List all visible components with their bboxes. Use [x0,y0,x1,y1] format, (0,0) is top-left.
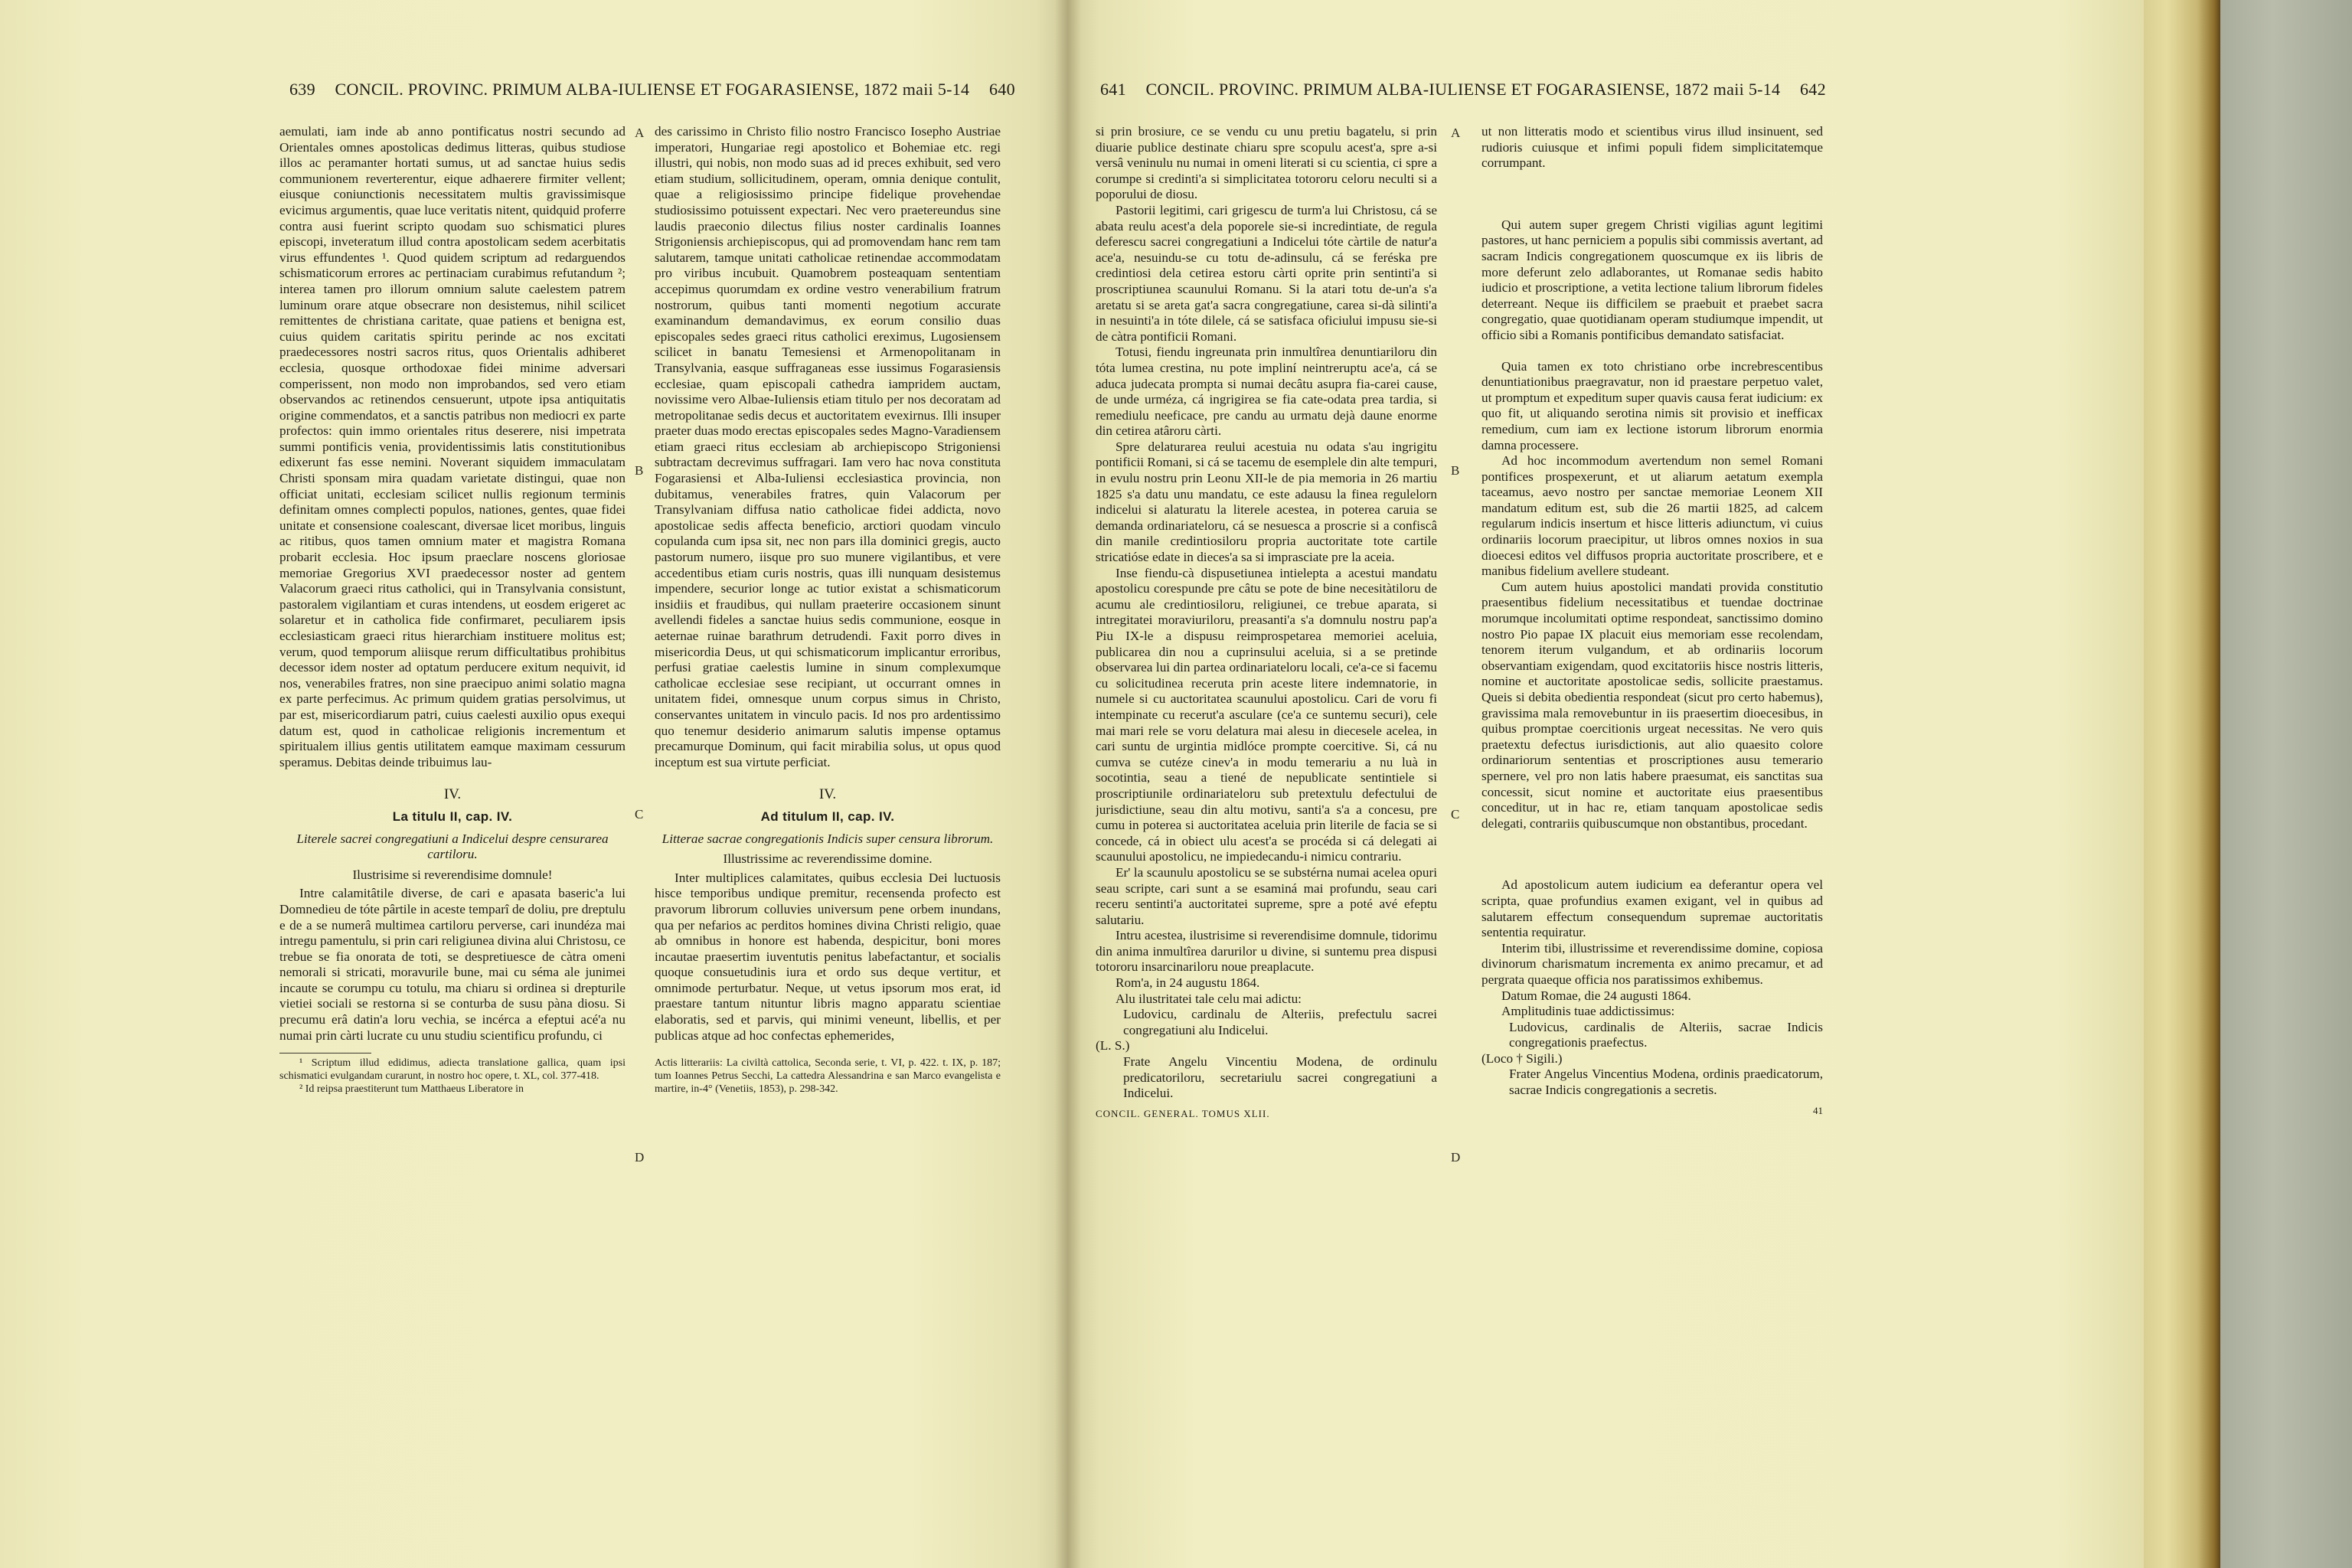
left-column-2 [655,124,1001,1533]
body-paragraph: Qui autem super gregem Christi vigilias agunt legitimi pastores, ut hanc perniciem a populis sibi commissis avertant, ad sacram Indicis congregationem quoscumque ex iis libris de more deferunt zelo adlaborantes, ut Romanae sedis habito iudicio et proscriptione, a vetita lectione talium librorum fideles deterreant. Neque iis difficilem se praebuit et praebet sacra congregatio, quae quotidianam operam studiumque impendit, ut officio sibi a Romanis pontificibus demandato satisfaciat. [1481,217,1823,342]
margin-letter: C [1451,807,1460,822]
body-paragraph: Intre calamitâtile diverse, de cari e apasata baseric'a lui Domnedieu de tóte pârtile in aceste temparî de doliu, pre dreptulu e de a se numerâ multimea cartiloru perverse, cari inundéza mai intregu pamentulu, si prin cari religiunea divina alui Christosu, ce trebue se fia onorata de toti, se despretiuesce de càtra omeni nemorali si stricati, moravurile bune, mai cu séma ale junimei incaute se corumpu cu totulu, ma chiaru si ordinea si drepturile vietiei sociali se restorna si se conturba de susu pàna diosu. Si precumu erâ datin'a loru vechia, se incérca a efeptui acé'a nu numai prin càrti lucrate cu unu studiu scientificu profundu, ci [279,886,626,1043]
margin-letter: B [635,463,644,478]
dateline: Datum Romae, die 24 augusti 1864. [1501,988,1691,1003]
body-paragraph: si prin brosiure, ce se vendu cu unu pretiu bagatelu, si prin diuarie publice destinate chiaru spre scopulu acest'a, spre a-si versâ veninulu nu numai in omeni literati si cu scientia, ci spre a corumpe si credinti'a si simplicitatea totororu celoru neculti si a poporului de diosu. [1096,124,1437,202]
body-paragraph: Ad apostolicum autem iudicium ea deferantur opera vel scripta, quae profundius examen exigant, vel in quibus ad salutarem effectum consequendum supremae auctoritatis sententia requiratur. [1481,877,1823,940]
margin-letter: A [1451,126,1461,140]
book-gutter-shadow [1055,0,1081,1568]
footnote: ¹ Scriptum illud edidimus, adiecta translatione gallica, quam ipsi schismatici evulgandam curarunt, in nostro hoc opere, t. XL, col. 377-418. [279,1057,626,1083]
salutation: Illustrissime ac reverendissime domine. [723,851,933,867]
body-paragraph: Quia tamen ex toto christiano orbe increbrescentibus denuntiationibus praegravatur, non id praestare perpetuo valet, ut promptum et expeditum super quavis causa ferat iudicium: ex quo fit, ut aliquando serotina nimis sit provisio et inefficax remedium, cum iam ex lectione istorum librorum enormia damna processere. [1481,358,1823,452]
signer: Frate Angelu Vincentiu Modena, de ordinulu predicatoriloru, secretariulu sacrei congregatiuni a Indicelui. [1123,1054,1437,1101]
section-subtitle: Literele sacrei congregatiuni a Indicelui despre censurarea cartiloru. [296,831,609,862]
section-heading: La titulu II, cap. IV. [392,808,513,824]
signer: Ludovicus, cardinalis de Alteriis, sacrae Indicis congregationis praefectus. [1509,1019,1823,1050]
page-number-640: 640 [988,80,1015,99]
footnote: Actis litterariis: La civiltà cattolica, Seconda serie, t. VI, p. 422. t. IX, p. 187; tum Ioannes Petrus Secchi, La cattedra Alessandrina e san Marco evangelista e martire, in-4° (Venetiis, 1853), p. 298-342. [655,1057,1001,1096]
body-paragraph: Totusi, fiendu ingreunata prin inmultîrea denuntiariloru din tóta lumea crestina, nu pote impliní neintreruptu ace'a, cá se aduca judecata prompta si numai decâtu asupra fia-carei cause, de unde urméza, cá ingrigirea se fia cate-odata prea tardia, si remediulu neeficace, pre candu au urmatu dejà daune enorme din cetirea atâroru càrti. [1096,345,1437,439]
body-paragraph: Spre delaturarea reului acestuia nu odata s'au ingrigitu pontificii Romani, si cá se tacemu de esemplele din alte tempuri, in evulu nostru prin Leonu XII-le de pia memoria in 26 martiu 1825 s'a datu unu mandatu, ce este adausu la finea regulelorn indicelui si alaturatu la literele acestea, in poterea caruia se demanda ordinariateloru, cá se nesuesca a proscrie si a confiscâ din manile credintiosiloru propria auctoritate tote cartile stricatióse edate in dieces'a sa si imprasciate pre la aceia. [1096,439,1437,565]
body-paragraph: des carissimo in Christo filio nostro Francisco Iosepho Austriae imperatori, Hungariae regi apostolico et Bohemiae etc. regi illustri, qui nobis, non modo suas ad id preces exhibuit, sed vero etiam studium, sollicitudinem, operam, omnia denique contulit, quae a religiosissimo principe fidelique provehendae studiosissimo potuissent expectari. Nec vero praetereundus sine laudis praeconio dilectus filius noster cardinalis Ioannes Strigoniensis archiepiscopus, qui ad promovendam hanc rem tam salutarem, tamque unitati catholicae retinendae accommodatam pro viribus incubuit. Quamobrem posteaquam sententiam accepimus quorumdam ex ordine vestro venerabilium fratrum nostrorum, quibus tanti momenti negotium accurate examinandum demandavimus, ex eorum consilio duas episcopales sedes graeci ritus catholici ereximus, Lugosiensem scilicet in banatu Temesiensi et Armenopolitanam in Transylvania, easque suffraganeas esse iussimus Fogarasiensis ecclesiae, quam episcopali cathedra iampridem auctam, novissime vero Albae-Iuliensis etiam titulo per nos decoratam ad metropolitanae sedis decus et auctoritatem evexirnus. Illi insuper praeter duas modo erectas episcopales sedes Magno-Varadiensem etiam graeci ritus ecclesiam ab archiepiscopo Strigoniensi subtractam decrevimus suffragari. Iam vero hac nova constituta Fogarasiensi et Alba-Iuliensi ecclesiastica provincia, non dubitamus, venerabiles fratres, quin Valacorum per Transylvaniam diffusa natio catholicae fidei addicta, novo apostolicae sedis affecta beneficio, arctiori quodam vinculo copulanda cum ipsa sit, nec non pars illa dominici gregis, aucto pastorum numero, iisque pro suo munere vigilantibus, et vere accedentibus etiam curis nostris, quas illi nunquam desistemus impendere, securior longe ac tutior existat a schismaticorum insidiis et fraudibus, qui nullam praeterire occasionem sinunt avellendi fideles a sanctae huius sedis communione, eosque in aeternae ruinae barathrum detrudendi. Faxit porro dives in misericordia Deus, ut qui schismaticorum implicantur erroribus, perfusi gratiae caelestis lumine in sinum complexumque catholicae ecclesiae sese recipiant, ut occurrant omnes in unitatem fidei, omnesque unum corpus simus in Christo, conservantes unitatem in vinculo pacis. Id nos pro ardentissimo quo tenemur desiderio animarum salutis impense optamus precamurque Dominum, qui facit mirabilia solus, ut opus quod inceptum est sua virtute perficiat. [655,124,1001,769]
right-column-2 [1481,124,1823,1525]
margin-letter: D [1451,1150,1461,1165]
background-surface [2220,0,2352,1568]
margin-letter: C [635,807,644,822]
section-number: IV. [818,786,837,803]
left-running-head [289,80,1015,101]
body-paragraph: Cum autem huius apostolici mandati provida constitutio praesentibus fidelium necessitatibus et tuendae doctrinae morumque incolumitati optime respondeat, sanctissimo domino nostro Pio papae IX placuit eius memoriam esse recolendam, tenorem iterum vulgandum, et ab ordinariis locorum observantiam exigendam, quod excitatoriis hisce nostris litteris, nomine et auctoritate apostolicae sedis, sollicite praestamus. Queis si debita obedientia respondeat (sicut pro certo habemus), gravissima mala removebuntur in iis praesertim dioecesibus, in quibus promptae coercitionis urgeat necessitas. Ne vero quis praetextu defectus iurisdictionis, aut alio quaesito colore ordinariorum sententias et proscriptiones ausu temerario spernere, vel pro non latis habere praesumat, eis sanctitas sua concessit, sicut nomine et auctoritate eius praesentibus conceditur, ut in hac re, etiam tanquam apostolicae sedis delegati, contrariis quibuscumque non obstantibus, procedant. [1481,579,1823,831]
body-paragraph: Pastorii legitimi, cari grigescu de turm'a lui Christosu, cá se abata reulu acest'a dela poporele sie-si incredintiate, de regula deferescu sacrei congregatiuni a Indicelui tóte càrtile de natur'a ace'a, nesuindu-se cu totu de-adinsulu, cá se feréska pre credintiosi dela cetirea estoru càrti oprite prin sentinti'a si proscriptiunea scaunului Romanu. Si la atari totu de-un'a s'a aretatu si se areta gat'a sacra congregatiune, carea si-dà silinti'a in nesuinti'a in tóte dilele, cá se satisfaca oficiului impusu sie-si de càtra pontificii Romani. [1096,202,1437,344]
page-number-641: 641 [1100,80,1126,99]
body-paragraph: Interim tibi, illustrissime et reverendissime domine, copiosa divinorum charismatum incrementa ex animo precamur, et ad pergrata quaeque officia nos paratissimos exhibemus. [1481,940,1823,987]
page-number-642: 642 [1799,80,1826,99]
running-title: CONCIL. PROVINC. PRIMUM ALBA-IULIENSE ET FOGARASIENSE, 1872 maii 5-14 [1145,80,1781,99]
signer: Frater Angelus Vincentius Modena, ordinis praedicatorum, sacrae Indicis congregationis a secretis. [1509,1067,1823,1098]
subscription: Amplitudinis tuae addictissimus: [1501,1004,1675,1019]
footnote: ² Id reipsa praestiterunt tum Matthaeus Liberatore in [299,1083,524,1096]
book-page-edges [2144,0,2220,1568]
body-paragraph: Er' la scaunulu apostolicu se se substérna numai acelea opuri seau scripte, cari sunt a se esaminá mai profundu, seau cari receru sentinti'a auctoritatei supreme, spre a poté avé efeptu salutariu. [1096,864,1437,927]
margin-letter: D [635,1150,645,1165]
body-paragraph: Intru acestea, ilustrisime si reverendisime domnule, tidorimu din anima inmultîrea darurilor u divine, si suntemu prea dispusi totororu insarcinariloru noue preaplacute. [1096,928,1437,975]
margin-letter: A [635,126,645,140]
subscription: Alu ilustritatei tale celu mai adictu: [1116,991,1302,1006]
right-column-1 [1096,124,1437,1525]
salutation: Ilustrisime si reverendisime domnule! [352,867,553,882]
sheet-number: 41 [1813,1104,1823,1116]
body-paragraph: Inse fiendu-cà dispusetiunea intielepta a acestui mandatu apostolicu corespunde pre câtu se pote de bine necesitàtiloru de acumu ale credintiosiloru, religiunei, ce trebue aparata, si intregitatei moraviuriloru, preasanti'a s'a domnulu nostru pap'a Piu IX-le a dispusu reimprospetarea memoriei aceluia, publicarea din nou a cuprinsului aceluia, si a se pretinde observarea lui din partea ordinariateloru locali, ce'a-ce si facemu cu solicitudinea receruta prin aceste litere indemnatorie, in numele si cu auctoritatea scaunului apostolicu. Cari de voru fi intempinate cu recerut'a asculare (ce'a ce suntemu securi), cele mai mari rele se voru delatura mai alesu in diecesele acelea, in cari suntu de urgintia midlóce prompte coercitive. Si, cá nu cumva se cutéze cinev'a in modu temerariu a nu luà in socotintia, seau a tiené de nepublicate sentintiele si proscriptiunile ordinariateloru sub pretextulu defectului de jurisdictiune, seau din altu motivu, santi'a s'a a concesu, pre cumu in poterea si auctoritatea aceluia prin literile de facia se si concede, cá in obiect ulu acest'a se procéda si cá delegati ai scaunului apostolicu, ne impiedecandu-i nimicu contrariu. [1096,565,1437,864]
left-page [0,0,1068,1568]
signer: Ludovicu, cardinalu de Alteriis, prefectulu sacrei congregatiuni alu Indicelui. [1123,1007,1437,1037]
seal-mark: (Loco † Sigili.) [1481,1050,1563,1066]
margin-letter: B [1451,463,1460,478]
page-number-639: 639 [289,80,315,99]
section-heading: Ad titulum II, cap. IV. [760,808,895,824]
section-subtitle: Litterae sacrae congregationis Indicis super censura librorum. [662,831,994,846]
left-column-1 [279,124,626,1533]
signature-mark: CONCIL. GENERAL. TOMUS XLII. [1096,1107,1270,1119]
seal-mark: (L. S.) [1096,1038,1130,1054]
section-number: IV. [443,786,462,803]
dateline: Rom'a, in 24 augustu 1864. [1116,975,1260,991]
right-running-head [1100,80,1835,101]
body-paragraph: ut non litteratis modo et scientibus virus illud insinuent, sed rudioris cuiusque et infimi populi fidem simplicitatemque corrumpant. [1481,124,1823,171]
body-paragraph: Ad hoc incommodum avertendum non semel Romani pontifices prospexerunt, et ut aliarum aetatum exempla taceamus, aevo nostro per sanctae memoriae Leonem XII mandatum editum est, sub die 26 martii 1825, ad calcem regularum indicis insertum et hisce litteris adiunctum, vi cuius ordinariis locorum praecipitur, ut libros omnes noxios in sua dioecesi editos vel diffusos propria auctoritate proscribere, et e manibus fidelium avellere studeant. [1481,453,1823,579]
body-paragraph: Inter multiplices calamitates, quibus ecclesia Dei luctuosis hisce temporibus undique premitur, recensenda profecto est pravorum librorum colluvies universum pene orbem inundans, qua per nefarios ac perditos homines divina Christi religio, quae ab omnibus in honore est habenda, despicitur, boni mores incautae praesertim iuventutis penitus labefactantur, et socialis quoque consuetudinis iura et ordo sus deque vertitur, et omnimode perturbatur. Neque, ut vetus ipsorum mos erat, id praestare tantum nituntur libris magno apparatu scientiae elaboratis, sed et parvis, qui minimi veneunt, libellis, et per publicas atque ad hoc confectas ephemerides, [655,870,1001,1043]
body-paragraph: aemulati, iam inde ab anno pontificatus nostri secundo ad Orientales omnes apostolicas dedimus litteras, quibus studiose illos ac peramanter hortati sumus, ut ad sanctae huius sedis communionem reverterentur, eique adhaerere firmiter vellent; eiusque coniunctionis necessitatem multis gravissimisque evicimus argumentis, quae luce veritatis nitent, quidquid proferre contra ausi fuerint scripto quodam suo schismatici plures episcopi, inveteratum illud contra apostolicam sedem acerbitatis virus effundentes ¹. Quod quidem scriptum ad redarguendos schismaticorum errores ac pertinaciam curabimus refutandum ²; interea tamen pro illorum omnium salute caelestem patrem luminum orare atque obsecrare non desistemus, nihil scilicet remittentes de christiana caritate, quae patiens et benigna est, cuius quidem caritatis spiritu perinde ac nos excitati praedecessores nostri sacros ritus, quos Orientalis adhiberet ecclesia, quosque orthodoxae fidei minime adversari comperissent, non modo non improbandos, sed vero etiam observandos ac retinendos censuerunt, utpote ipsa antiquitatis origine commendatos, et a sanctis patribus non mediocri ex parte profectos: quin immo orientales ritus deserere, nisi impetrata summi pontificis venia, providentissimis latis constitutionibus edixerunt fas esse nemini. Noverant siquidem immaculatam Christi sponsam mira quadam varietate distingui, quae non officiat unitati, ecclesiam scilicet nullis regionum terminis definitam omnes complecti populos, nationes, gentes, quae fidei unitate et consensione coalescant, diversae licet moribus, linguis ac ritibus, quos tamen omnium mater et magistra Romana probarit ecclesia. Hoc ipsum praeclare noscens gloriosae memoriae Gregorius XVI praedecessor noster ad gentem Valacorum graeci ritus catholici, qui in Transylvania consistunt, pastoralem vigilantiam et curas intendens, ut eosdem erigeret ac solaretur et in catholica fide confirmaret, peculiarem ipsis ecclesiasticam graeci ritus hierarchiam instituere molitus est; verum, quod temporum aliisque rerum difficultatibus prohibitus decessor idem noster ad optatum perducere exitum nequivit, id nos, venerabiles fratres, non sine praecipuo animi solatio magna ex parte perfecimus. Ac primum quidem gratias persolvimus, ut par est, misericordiarum patri, cuius caelesti auxilio opus exequi datum est, quod in catholicae religionis incrementum et spiritualem illius gentis utilitatem eamque maximam cessurum speramus. Debitas deinde tribuimus lau- [279,124,626,769]
right-page [1068,0,2144,1568]
running-title: CONCIL. PROVINC. PRIMUM ALBA-IULIENSE ET FOGARASIENSE, 1872 maii 5-14 [335,80,970,99]
footnote-rule [279,1053,371,1054]
